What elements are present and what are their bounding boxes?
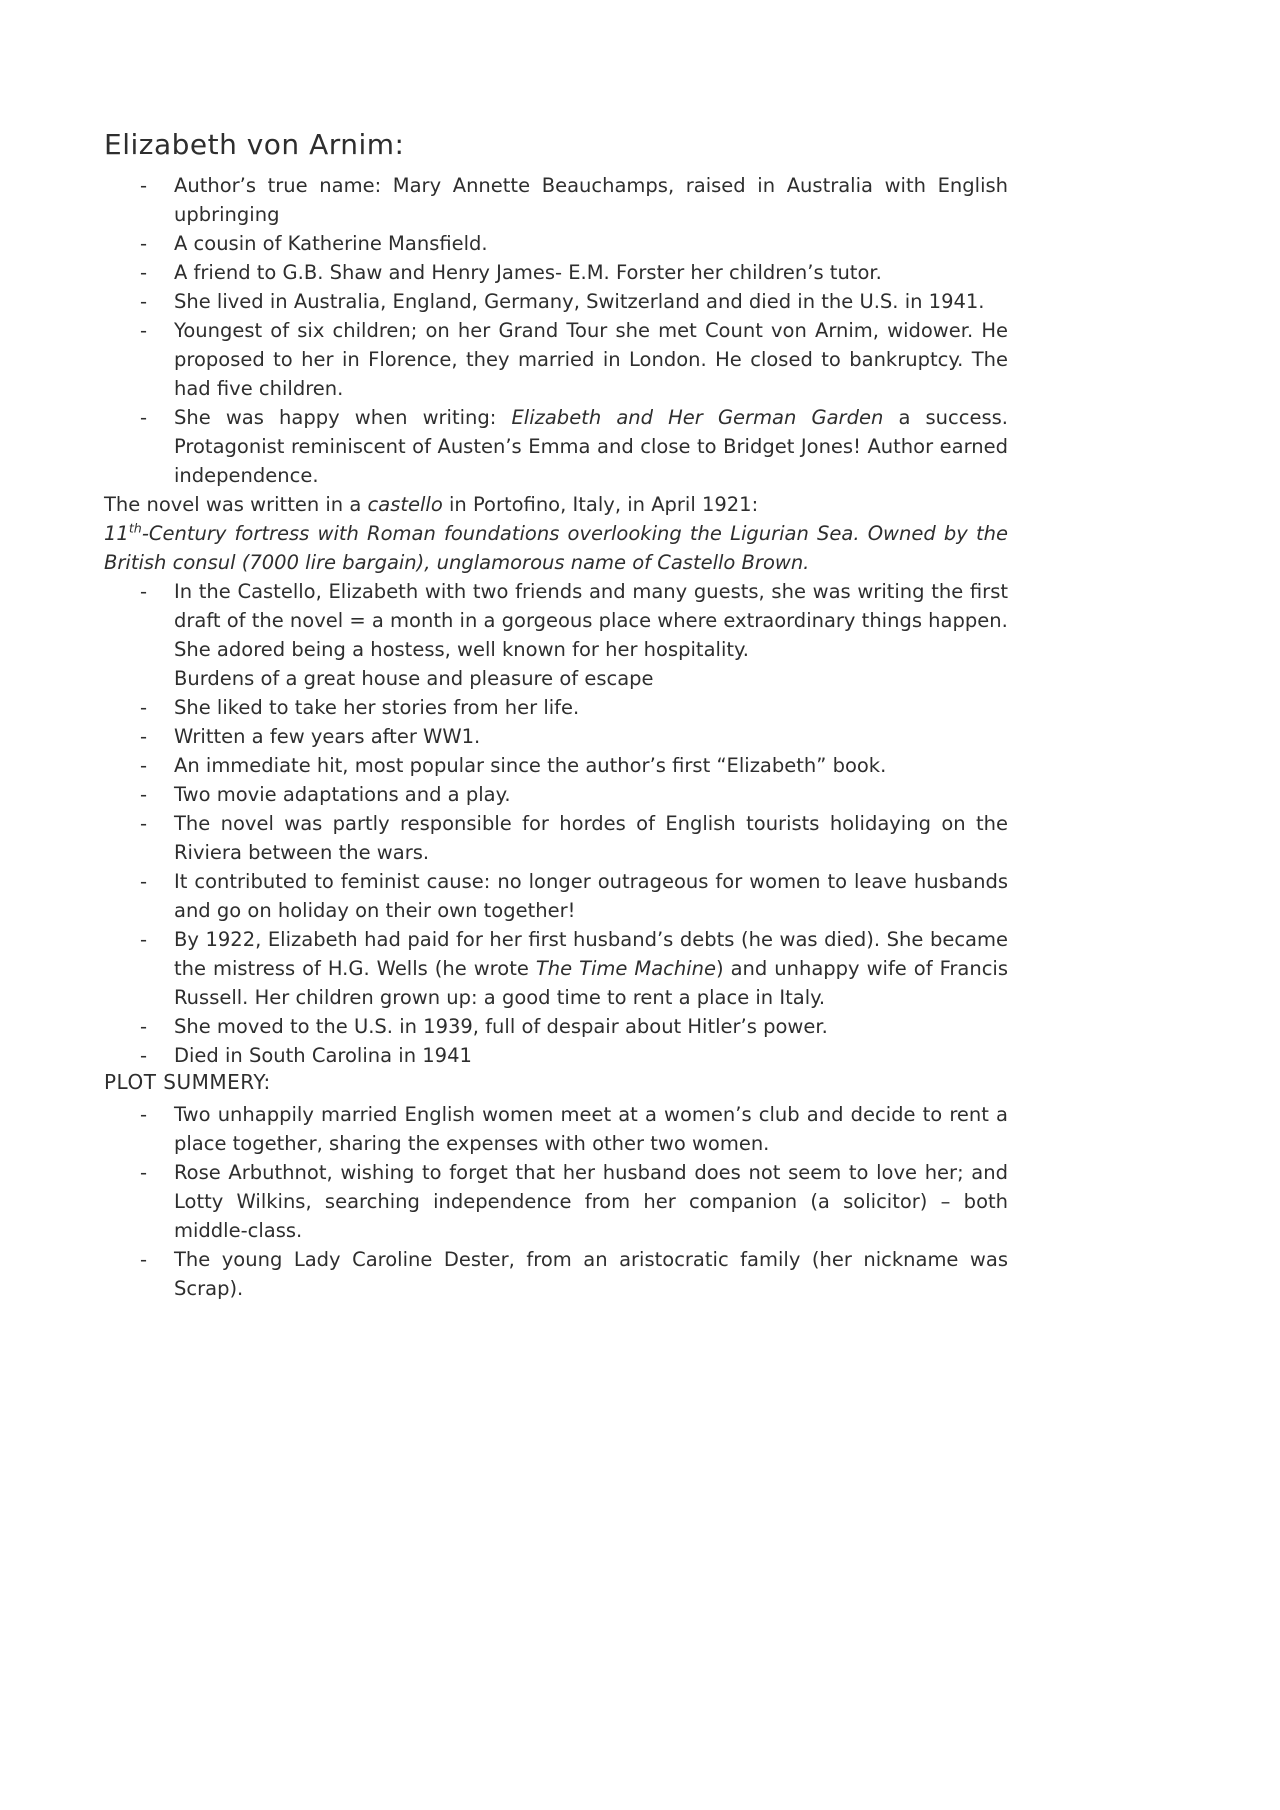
text-run: a success. Protagonist reminiscent of Austen’s Emma and close to Bridget Jones! Author earned independence. [174,406,1008,487]
dash-marker: - [140,1044,148,1067]
text-run: The young Lady Caroline Dester, from an aristocratic family (her nickname was Scrap). [174,1248,1008,1300]
dash-marker: - [140,406,148,429]
dash-marker: - [140,261,148,284]
text-run: The Time Machine [535,957,717,980]
dash-marker: - [140,232,148,255]
dash-marker: - [140,928,148,951]
dash-marker: - [140,580,148,603]
text-run: She liked to take her stories from her life. [174,696,580,719]
text-run: -Century fortress with Roman foundations overlooking the Ligurian Sea. Owned by the British consul (7000 lire bargain), unglamorous name of Castello Brown. [104,522,1008,574]
dash-marker: - [140,1248,148,1271]
text-run: Author’s true name: Mary Annette Beauchamps, raised in Australia with English upbringing [174,174,1008,226]
list-item-text [174,754,886,777]
dash-marker: - [140,1161,148,1184]
list-item-text [174,290,985,313]
author-facts-list [104,171,1008,490]
text-run: A cousin of Katherine Mansfield. [174,232,488,255]
novel-facts-list [104,577,1008,1070]
text-run: Burdens of a great house and pleasure of escape [174,667,654,690]
list-item-text [174,1015,828,1038]
dash-marker: - [140,754,148,777]
text-run: th [128,520,142,536]
list-item-text [174,174,1008,226]
text-run: ) and unhappy wife of Francis Russell. Her children grown up: a good time to rent a place in Italy. [174,957,1008,1009]
list-item [104,287,1008,316]
list-item [104,171,1008,229]
dash-marker: - [140,812,148,835]
castello-description-paragraph [104,519,1008,577]
list-item-text [174,1248,1008,1300]
text-run: In the Castello, Elizabeth with two friends and many guests, she was writing the first draft of the novel = a month in a gorgeous place where extraordinary things happen. [174,580,1008,632]
text-run: An immediate hit, most popular since the author’s first “Elizabeth” book. [174,754,887,777]
novel-intro-paragraph [104,490,1008,519]
list-item-text [174,1103,1008,1155]
list-item-text [174,783,511,806]
text-run: 11 [104,522,129,545]
text-run: She lived in Australia, England, Germany, Switzerland and died in the U.S. in 1941. [174,290,985,313]
list-item [104,1245,1008,1303]
list-item [104,316,1008,403]
list-item-text [174,261,882,284]
dash-marker: - [140,290,148,313]
text-run: By 1922, Elizabeth had paid for her first husband’s debts (he was died). She became the mistress of H.G. Wells (he wrote [174,928,1008,980]
list-item [104,1100,1008,1158]
list-item [104,577,1008,693]
text-run: She adored being a hostess, well known for her hospitality. [174,638,749,661]
dash-marker: - [140,1103,148,1126]
list-item [104,780,1008,809]
list-item-text [174,406,1008,487]
text-run: A friend to G.B. Shaw and Henry James- E.M. Forster her children’s tutor. [174,261,882,284]
list-item-text [174,870,1008,922]
text-run: Elizabeth and Her German Garden [511,406,884,429]
list-item-text [174,319,1008,400]
dash-marker: - [140,725,148,748]
list-item [104,229,1008,258]
text-run: It contributed to feminist cause: no longer outrageous for women to leave husbands and go on holiday on their own together! [174,870,1008,922]
dash-marker: - [140,319,148,342]
list-item-text [174,232,488,255]
text-run: Two unhappily married English women meet at a women’s club and decide to rent a place together, sharing the expenses with other two women. [174,1103,1008,1155]
dash-marker: - [140,696,148,719]
text-run: Died in South Carolina in 1941 [174,1044,472,1067]
list-item [104,403,1008,490]
plot-summary-list [104,1100,1008,1303]
list-item-text [174,696,579,719]
list-item-text [174,580,1008,690]
list-item [104,809,1008,867]
text-run: Two movie adaptations and a play. [174,783,511,806]
plot-summary-heading: PLOT SUMMERY: [104,1070,271,1094]
list-item-text [174,1161,1008,1242]
list-item [104,258,1008,287]
dash-marker: - [140,174,148,197]
dash-marker: - [140,783,148,806]
dash-marker: - [140,870,148,893]
list-item [104,751,1008,780]
text-run: in Portofino, Italy, in April 1921: [442,493,759,516]
list-item [104,1041,1008,1070]
text-run: She moved to the U.S. in 1939, full of despair about Hitler’s power. [174,1015,828,1038]
list-item-text [174,725,480,748]
text-run: castello [367,493,443,516]
text-run: The novel was written in a [104,493,368,516]
list-item [104,1158,1008,1245]
list-item [104,1012,1008,1041]
text-run: Rose Arbuthnot, wishing to forget that her husband does not seem to love her; and Lotty Wilkins, searching independence from her companion (a solicitor) – both middle-class. [174,1161,1008,1242]
list-item [104,693,1008,722]
text-run: She was happy when writing: [174,406,512,429]
dash-marker: - [140,1015,148,1038]
list-item-text [174,928,1008,1009]
text-run: The novel was partly responsible for hordes of English tourists holidaying on the Riviera between the wars. [174,812,1008,864]
list-item [104,925,1008,1012]
text-run: Youngest of six children; on her Grand Tour she met Count von Arnim, widower. He proposed to her in Florence, they married in London. He closed to bankruptcy. The had five children. [174,319,1008,400]
page-title: Elizabeth von Arnim: [104,128,405,161]
text-run: Written a few years after WW1. [174,725,481,748]
list-item-text [174,812,1008,864]
list-item [104,867,1008,925]
list-item [104,722,1008,751]
list-item-text [174,1044,472,1067]
